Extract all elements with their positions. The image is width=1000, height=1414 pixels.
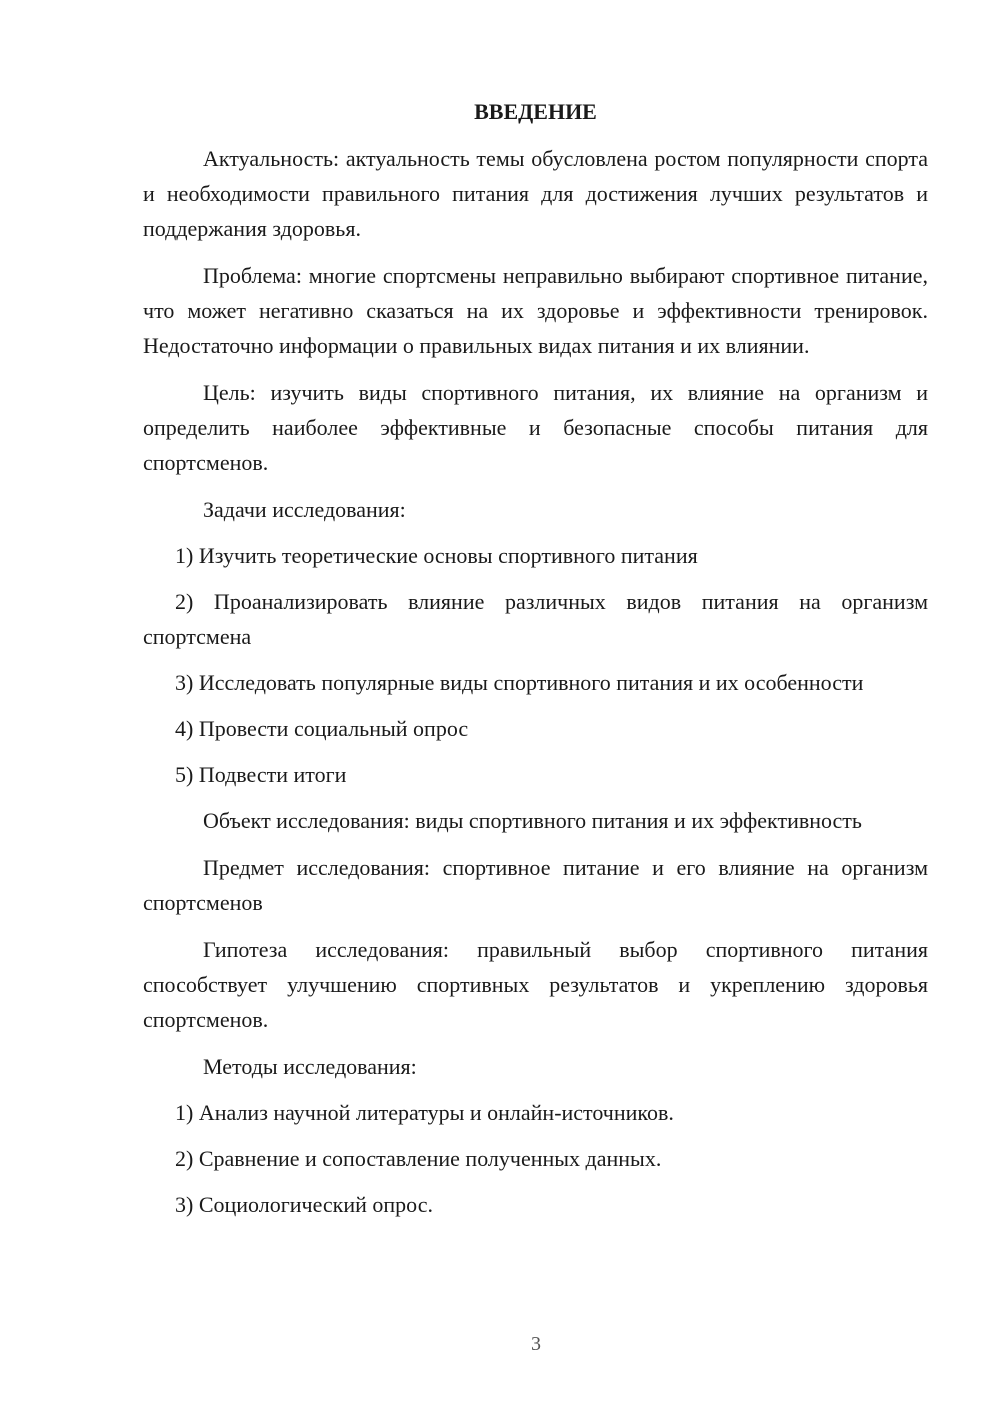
method-item-1: 1) Анализ научной литературы и онлайн-источников. — [175, 1100, 674, 1125]
relevance-paragraph: Актуальность: актуальность темы обусловлена ростом популярности спорта и необходимости правильного питания для достижения лучших результатов и поддержания здоровья. — [143, 146, 928, 241]
object-paragraph: Объект исследования: виды спортивного питания и их эффективность — [203, 808, 862, 833]
task-item-4: 4) Провести социальный опрос — [175, 716, 469, 741]
tasks-label: Задачи исследования: — [203, 497, 406, 522]
method-item-3: 3) Социологический опрос. — [175, 1192, 433, 1217]
document-page — [143, 94, 928, 1233]
problem-paragraph: Проблема: многие спортсмены неправильно выбирают спортивное питание, что может негативно сказаться на их здоровье и эффективности тренировок. Недостаточно информации о правильных видах питания и их влиянии. — [143, 263, 928, 358]
task-item-1: 1) Изучить теоретические основы спортивного питания — [175, 543, 698, 568]
goal-paragraph: Цель: изучить виды спортивного питания, их влияние на организм и определить наиболее эффективные и безопасные способы питания для спортсменов. — [143, 380, 928, 475]
section-heading: ВВЕДЕНИЕ — [474, 99, 597, 124]
methods-label: Методы исследования: — [203, 1054, 417, 1079]
method-item-2: 2) Сравнение и сопоставление полученных данных. — [175, 1146, 662, 1171]
task-item-5: 5) Подвести итоги — [175, 762, 347, 787]
subject-paragraph: Предмет исследования: спортивное питание и его влияние на организм спортсменов — [143, 855, 928, 915]
task-item-3: 3) Исследовать популярные виды спортивного питания и их особенности — [175, 670, 864, 695]
hypothesis-paragraph: Гипотеза исследования: правильный выбор спортивного питания способствует улучшению спортивных результатов и укреплению здоровья спортсменов. — [143, 937, 928, 1032]
page-number: 3 — [531, 1333, 541, 1355]
task-item-2: 2) Проанализировать влияние различных видов питания на организм спортсмена — [143, 589, 928, 649]
